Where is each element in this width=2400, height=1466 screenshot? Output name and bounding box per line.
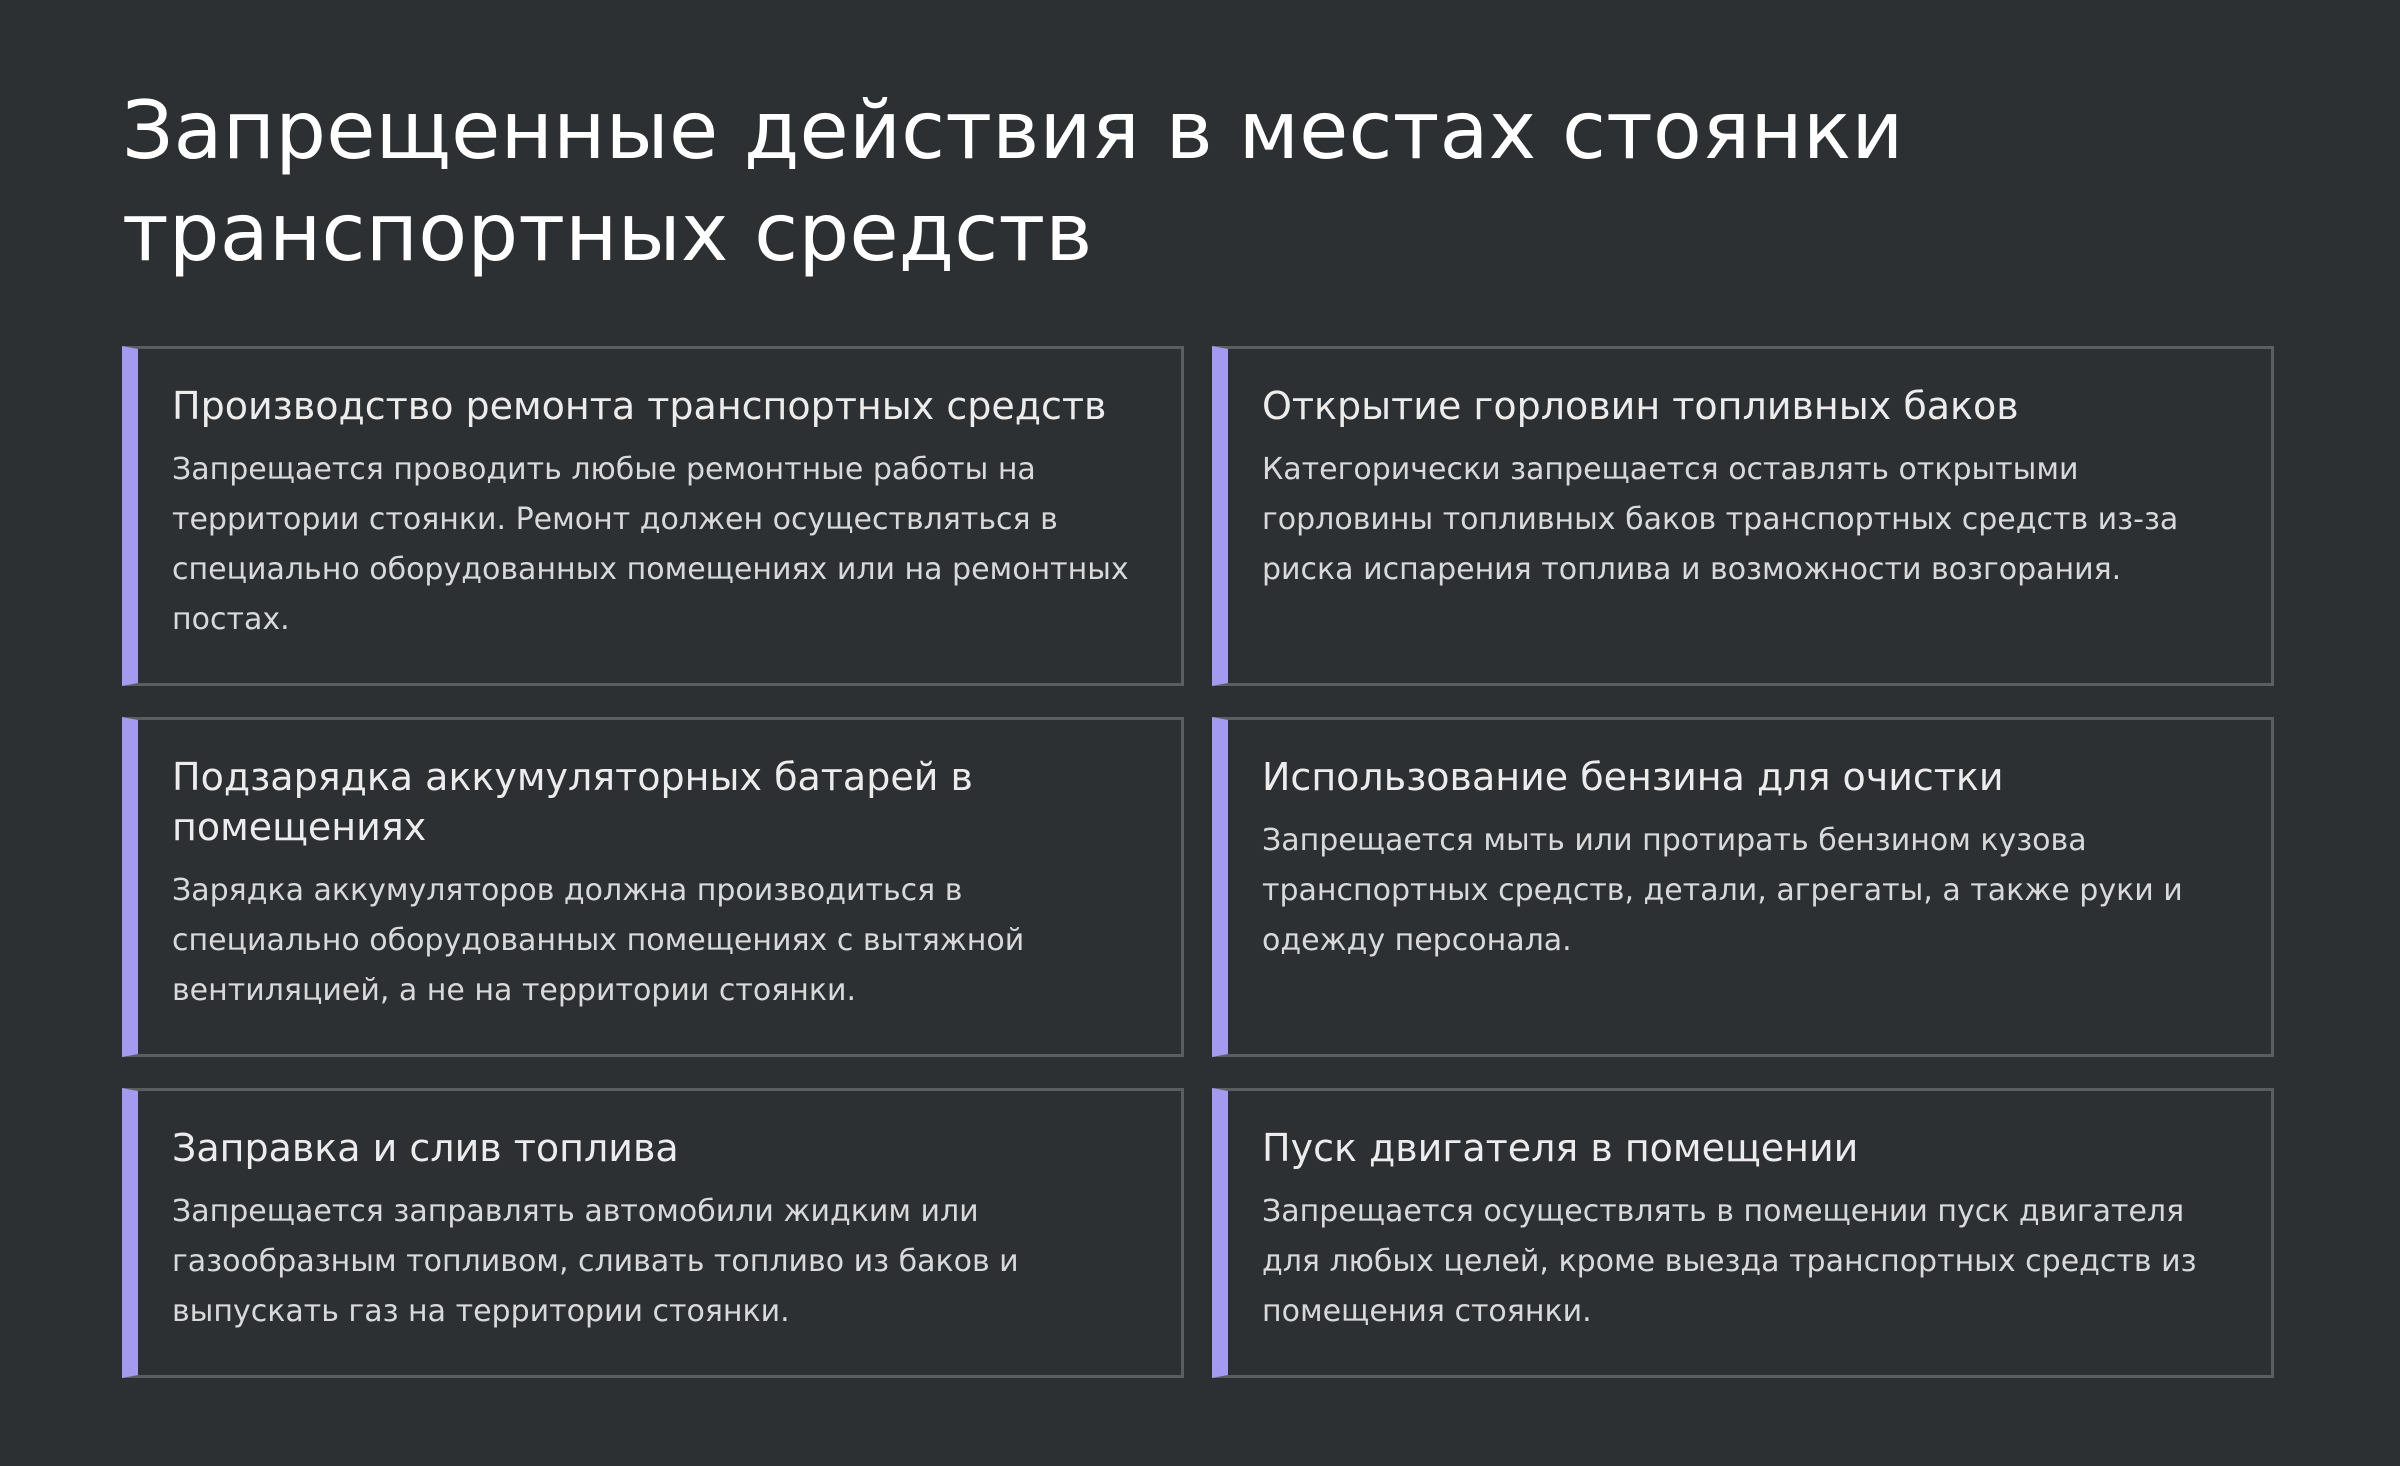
card-engine-start xyxy=(1212,1088,2274,1378)
card-title: Пуск двигателя в помещении xyxy=(1262,1126,1859,1170)
card-repair xyxy=(122,346,1184,686)
card-title: Использование бензина для очистки xyxy=(1262,755,2004,799)
card-text: Запрещается заправлять автомобили жидким или газообразным топливом, сливать топливо из баков и выпускать газ на территории стоянки. xyxy=(172,1194,1019,1329)
card-title: Открытие горловин топливных баков xyxy=(1262,384,2019,428)
card-battery-charging xyxy=(122,717,1184,1057)
card-text: Запрещается осуществлять в помещении пуск двигателя для любых целей, кроме выезда транспортных средств из помещения стоянки. xyxy=(1262,1194,2197,1329)
card-fuel-tank-caps xyxy=(1212,346,2274,686)
card-text: Запрещается проводить любые ремонтные работы на территории стоянки. Ремонт должен осуществляться в специально оборудованных помещениях или на ремонтных постах. xyxy=(172,452,1129,637)
page-title: Запрещенные действия в местах стоянки транспортных средств xyxy=(122,84,1904,279)
card-gasoline-cleaning xyxy=(1212,717,2274,1057)
card-text: Запрещается мыть или протирать бензином кузова транспортных средств, детали, агрегаты, а также руки и одежду персонала. xyxy=(1262,823,2183,958)
card-text: Категорически запрещается оставлять открытыми горловины топливных баков транспортных средств из-за риска испарения топлива и возможности возгорания. xyxy=(1262,452,2179,587)
card-refueling xyxy=(122,1088,1184,1378)
card-title: Производство ремонта транспортных средств xyxy=(172,384,1107,428)
card-title: Подзарядка аккумуляторных батарей в помещениях xyxy=(172,755,973,849)
card-text: Зарядка аккумуляторов должна производиться в специально оборудованных помещениях с вытяжной вентиляцией, а не на территории стоянки. xyxy=(172,873,1025,1008)
prohibitions-grid xyxy=(122,346,2274,1378)
card-title: Заправка и слив топлива xyxy=(172,1126,679,1170)
